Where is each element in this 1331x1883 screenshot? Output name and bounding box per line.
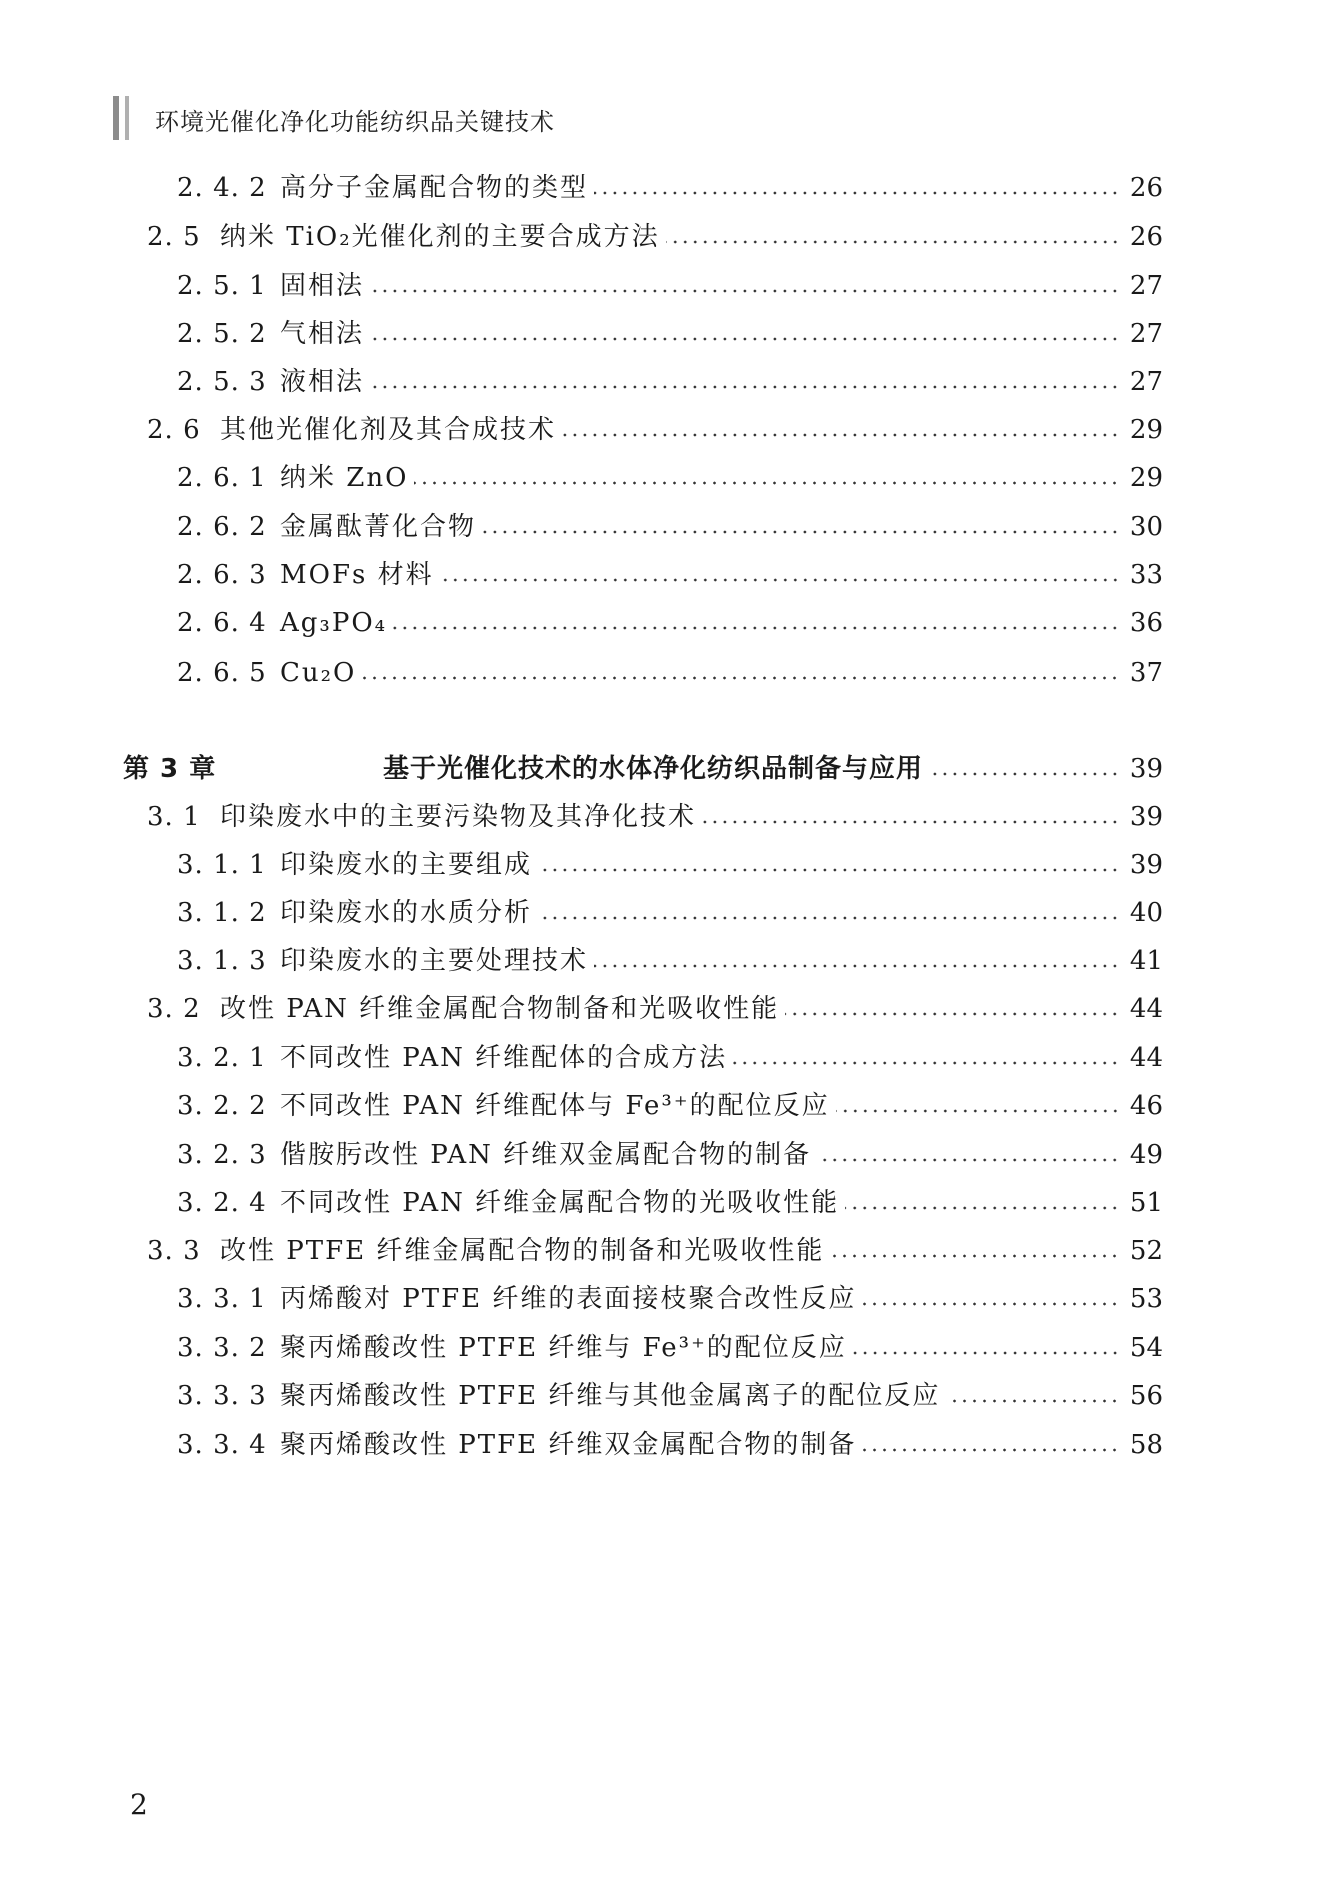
toc-subsection-entry[interactable]	[177, 1084, 1163, 1128]
book-title: 环境光催化净化功能纺织品关键技术	[155, 108, 555, 136]
toc-entry-number: 2. 5. 3	[177, 367, 267, 397]
toc-entry-page: 49	[1129, 1140, 1163, 1170]
toc-entry-number: 3. 2	[147, 994, 201, 1024]
dot-leader	[362, 676, 1120, 680]
toc-entry-title: 聚丙烯酸改性 PTFE 纤维双金属配合物的制备	[280, 1430, 857, 1460]
toc-entry-number: 3. 2. 4	[177, 1188, 267, 1218]
dot-leader	[370, 337, 1120, 341]
dot-leader	[862, 1302, 1120, 1306]
dot-leader	[538, 868, 1120, 872]
toc-subsection-entry[interactable]	[177, 1326, 1163, 1370]
toc-subsection-entry[interactable]	[177, 601, 1163, 645]
dot-leader	[594, 964, 1120, 968]
toc-entry-title: 印染废水的水质分析	[280, 898, 533, 928]
toc-entry-number: 2. 4. 2	[177, 173, 267, 203]
toc-entry-page: 26	[1129, 173, 1163, 203]
toc-section-entry[interactable]	[147, 795, 1163, 839]
toc-subsection-entry[interactable]	[177, 1133, 1163, 1177]
toc-subsection-entry[interactable]	[177, 891, 1163, 935]
dot-leader	[393, 626, 1120, 630]
toc-entry-number: 2. 6. 3	[177, 560, 267, 590]
toc-entry-number: 2. 5	[147, 222, 201, 252]
toc-entry-page: 27	[1129, 271, 1163, 301]
toc-subsection-entry[interactable]	[177, 1277, 1163, 1321]
toc-entry-number: 2. 6. 5	[177, 658, 267, 688]
toc-entry-page: 53	[1129, 1284, 1163, 1314]
toc-entry-number: 3. 3. 3	[177, 1381, 267, 1411]
dot-leader	[830, 1254, 1120, 1258]
toc-entry-title: 金属酞菁化合物	[280, 512, 477, 542]
toc-section-entry[interactable]	[147, 215, 1163, 259]
dot-leader	[370, 385, 1120, 389]
toc-entry-number: 3. 1. 1	[177, 850, 267, 880]
toc-section-entry[interactable]	[147, 1229, 1163, 1273]
toc-entry-title: 改性 PTFE 纤维金属配合物的制备和光吸收性能	[220, 1236, 825, 1266]
toc-entry-title: 其他光催化剂及其合成技术	[220, 415, 557, 445]
toc-entry-page: 44	[1129, 994, 1163, 1024]
toc-entry-page: 39	[1129, 754, 1163, 784]
toc-entry-title: 不同改性 PAN 纤维配体的合成方法	[280, 1043, 728, 1073]
dot-leader	[946, 1399, 1120, 1403]
toc-entry-number: 3. 3	[147, 1236, 201, 1266]
toc-entry-number: 2. 5. 2	[177, 319, 267, 349]
toc-entry-number: 2. 5. 1	[177, 271, 267, 301]
toc-subsection-entry[interactable]	[177, 166, 1163, 210]
toc-entry-page: 40	[1129, 898, 1163, 928]
dot-leader	[562, 433, 1120, 437]
dot-leader	[929, 772, 1120, 776]
toc-entry-page: 44	[1129, 1043, 1163, 1073]
toc-subsection-entry[interactable]	[177, 312, 1163, 356]
toc-entry-page: 30	[1129, 512, 1163, 542]
dot-leader	[817, 1158, 1120, 1162]
toc-entry-title: 印染废水中的主要污染物及其净化技术	[220, 802, 697, 832]
dot-leader	[853, 1351, 1120, 1355]
toc-entry-title: 高分子金属配合物的类型	[280, 173, 589, 203]
toc-entry-number: 第 3 章	[123, 754, 217, 784]
toc-entry-page: 54	[1129, 1333, 1163, 1363]
dot-leader	[370, 289, 1120, 293]
toc-entry-title: 丙烯酸对 PTFE 纤维的表面接枝聚合改性反应	[280, 1284, 857, 1314]
toc-subsection-entry[interactable]	[177, 651, 1163, 695]
toc-entry-title: 固相法	[280, 271, 365, 301]
toc-subsection-entry[interactable]	[177, 456, 1163, 500]
dot-leader	[836, 1109, 1120, 1113]
toc-entry-number: 3. 2. 2	[177, 1091, 267, 1121]
toc-entry-title: 液相法	[280, 367, 365, 397]
dot-leader	[440, 578, 1120, 582]
dot-leader	[733, 1061, 1120, 1065]
toc-section-entry[interactable]	[147, 987, 1163, 1031]
toc-entry-title: Cu₂O	[280, 658, 357, 688]
toc-entry-page: 29	[1129, 463, 1163, 493]
toc-entry-title: 不同改性 PAN 纤维金属配合物的光吸收性能	[280, 1188, 840, 1218]
toc-entry-page: 39	[1129, 802, 1163, 832]
toc-entry-title: 改性 PAN 纤维金属配合物制备和光吸收性能	[220, 994, 780, 1024]
dot-leader	[785, 1012, 1120, 1016]
toc-entry-page: 27	[1129, 367, 1163, 397]
dot-leader	[845, 1206, 1120, 1210]
toc-entry-number: 3. 1	[147, 802, 201, 832]
toc-subsection-entry[interactable]	[177, 264, 1163, 308]
dot-leader	[538, 916, 1120, 920]
toc-entry-title: 基于光催化技术的水体净化纺织品制备与应用	[383, 754, 924, 784]
toc-entry-page: 58	[1129, 1430, 1163, 1460]
toc-subsection-entry[interactable]	[177, 505, 1163, 549]
toc-entry-title: 聚丙烯酸改性 PTFE 纤维与其他金属离子的配位反应	[280, 1381, 941, 1411]
toc-entry-title: MOFs 材料	[280, 560, 434, 590]
toc-entry-page: 51	[1129, 1188, 1163, 1218]
toc-entry-page: 39	[1129, 850, 1163, 880]
toc-entry-number: 3. 2. 3	[177, 1140, 267, 1170]
dot-leader	[414, 481, 1120, 485]
toc-entry-title: 纳米 ZnO	[280, 463, 409, 493]
toc-entry-title: 印染废水的主要处理技术	[280, 946, 589, 976]
toc-entry-page: 37	[1129, 658, 1163, 688]
toc-subsection-entry[interactable]	[177, 1374, 1163, 1418]
toc-entry-title: 聚丙烯酸改性 PTFE 纤维与 Fe³⁺的配位反应	[280, 1333, 847, 1363]
toc-entry-title: 纳米 TiO₂光催化剂的主要合成方法	[220, 222, 660, 252]
toc-entry-number: 2. 6. 4	[177, 608, 267, 638]
header-rule	[113, 96, 119, 140]
toc-entry-page: 46	[1129, 1091, 1163, 1121]
toc-entry-page: 26	[1129, 222, 1163, 252]
toc-entry-number: 3. 1. 3	[177, 946, 267, 976]
toc-entry-title: 印染废水的主要组成	[280, 850, 533, 880]
dot-leader	[594, 191, 1120, 195]
page-number: 2	[130, 1788, 148, 1821]
toc-subsection-entry[interactable]	[177, 1036, 1163, 1080]
toc-entry-title: 气相法	[280, 319, 365, 349]
dot-leader	[666, 240, 1120, 244]
toc-subsection-entry[interactable]	[177, 1181, 1163, 1225]
toc-subsection-entry[interactable]	[177, 553, 1163, 597]
toc-entry-title: Ag₃PO₄	[280, 608, 388, 638]
toc-subsection-entry[interactable]	[177, 843, 1163, 887]
dot-leader	[702, 820, 1120, 824]
dot-leader	[862, 1448, 1120, 1452]
toc-subsection-entry[interactable]	[177, 939, 1163, 983]
toc-entry-number: 3. 3. 1	[177, 1284, 267, 1314]
toc-entry-page: 56	[1129, 1381, 1163, 1411]
toc-entry-page: 41	[1129, 946, 1163, 976]
toc-entry-page: 36	[1129, 608, 1163, 638]
toc-entry-number: 3. 3. 2	[177, 1333, 267, 1363]
toc-entry-number: 3. 2. 1	[177, 1043, 267, 1073]
header-rule	[125, 96, 129, 140]
toc-entry-number: 3. 3. 4	[177, 1430, 267, 1460]
toc-entry-title: 不同改性 PAN 纤维配体与 Fe³⁺的配位反应	[280, 1091, 830, 1121]
toc-subsection-entry[interactable]	[177, 360, 1163, 404]
toc-entry-page: 29	[1129, 415, 1163, 445]
toc-subsection-entry[interactable]	[177, 1423, 1163, 1467]
toc-chapter-entry[interactable]	[123, 747, 1163, 791]
toc-entry-number: 3. 1. 2	[177, 898, 267, 928]
toc-entry-page: 27	[1129, 319, 1163, 349]
toc-entry-number: 2. 6. 2	[177, 512, 267, 542]
toc-entry-title: 偕胺肟改性 PAN 纤维双金属配合物的制备	[280, 1140, 812, 1170]
toc-entry-page: 52	[1129, 1236, 1163, 1266]
toc-section-entry[interactable]	[147, 408, 1163, 452]
toc-entry-number: 2. 6	[147, 415, 201, 445]
dot-leader	[482, 530, 1120, 534]
toc-entry-page: 33	[1129, 560, 1163, 590]
toc-entry-number: 2. 6. 1	[177, 463, 267, 493]
